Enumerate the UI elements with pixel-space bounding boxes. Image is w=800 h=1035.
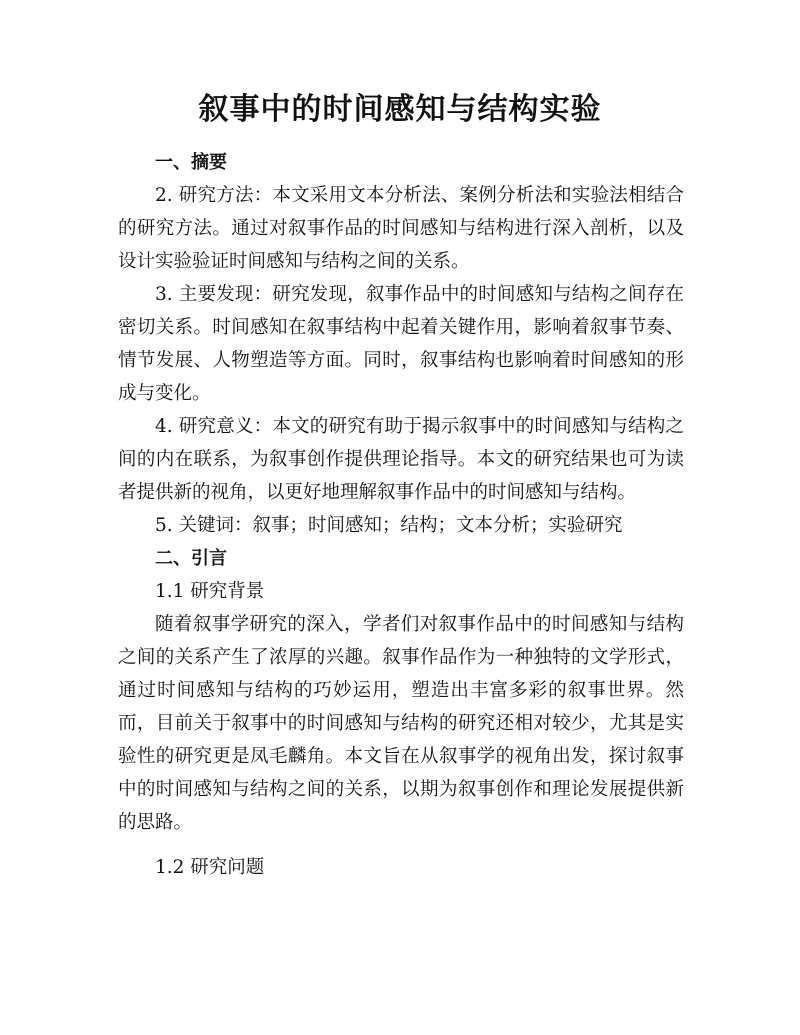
section-heading-abstract: 一、摘要: [155, 152, 227, 173]
paragraph-gap: [118, 839, 684, 851]
section-heading-introduction: 二、引言: [155, 548, 227, 569]
document-body: [118, 146, 684, 884]
paragraph-main-findings: 3. 主要发现：研究发现，叙事作品中的时间感知与结构之间存在密切关系。时间感知在叙事结构中起着关键作用，影响着叙事节奏、情节发展、人物塑造等方面。同时，叙事结构也影响着时间感知的形成与变化。: [118, 284, 684, 404]
paragraph-background: 随着叙事学研究的深入，学者们对叙事作品中的时间感知与结构之间的关系产生了浓厚的兴趣。叙事作品作为一种独特的文学形式，通过时间感知与结构的巧妙运用，塑造出丰富多彩的叙事世界。然而，目前关于叙事中的时间感知与结构的研究还相对较少，尤其是实验性的研究更是凤毛麟角。本文旨在从叙事学的视角出发，探讨叙事中的时间感知与结构之间的关系，以期为叙事创作和理论发展提供新的思路。: [118, 614, 684, 833]
paragraph-research-method: 2. 研究方法：本文采用文本分析法、案例分析法和实验法相结合的研究方法。通过对叙事作品的时间感知与结构进行深入剖析，以及设计实验验证时间感知与结构之间的关系。: [118, 185, 684, 272]
document-title: 叙事中的时间感知与结构实验: [198, 92, 602, 127]
subsection-heading-research-questions: 1.2 研究问题: [155, 857, 265, 878]
paragraph-research-significance: 4. 研究意义：本文的研究有助于揭示叙事中的时间感知与结构之间的内在联系，为叙事创作提供理论指导。本文的研究结果也可为读者提供新的视角，以更好地理解叙事作品中的时间感知与结构。: [118, 416, 684, 503]
subsection-heading-background: 1.1 研究背景: [155, 581, 265, 602]
paragraph-keywords: 5. 关键词：叙事；时间感知；结构；文本分析；实验研究: [155, 515, 623, 536]
